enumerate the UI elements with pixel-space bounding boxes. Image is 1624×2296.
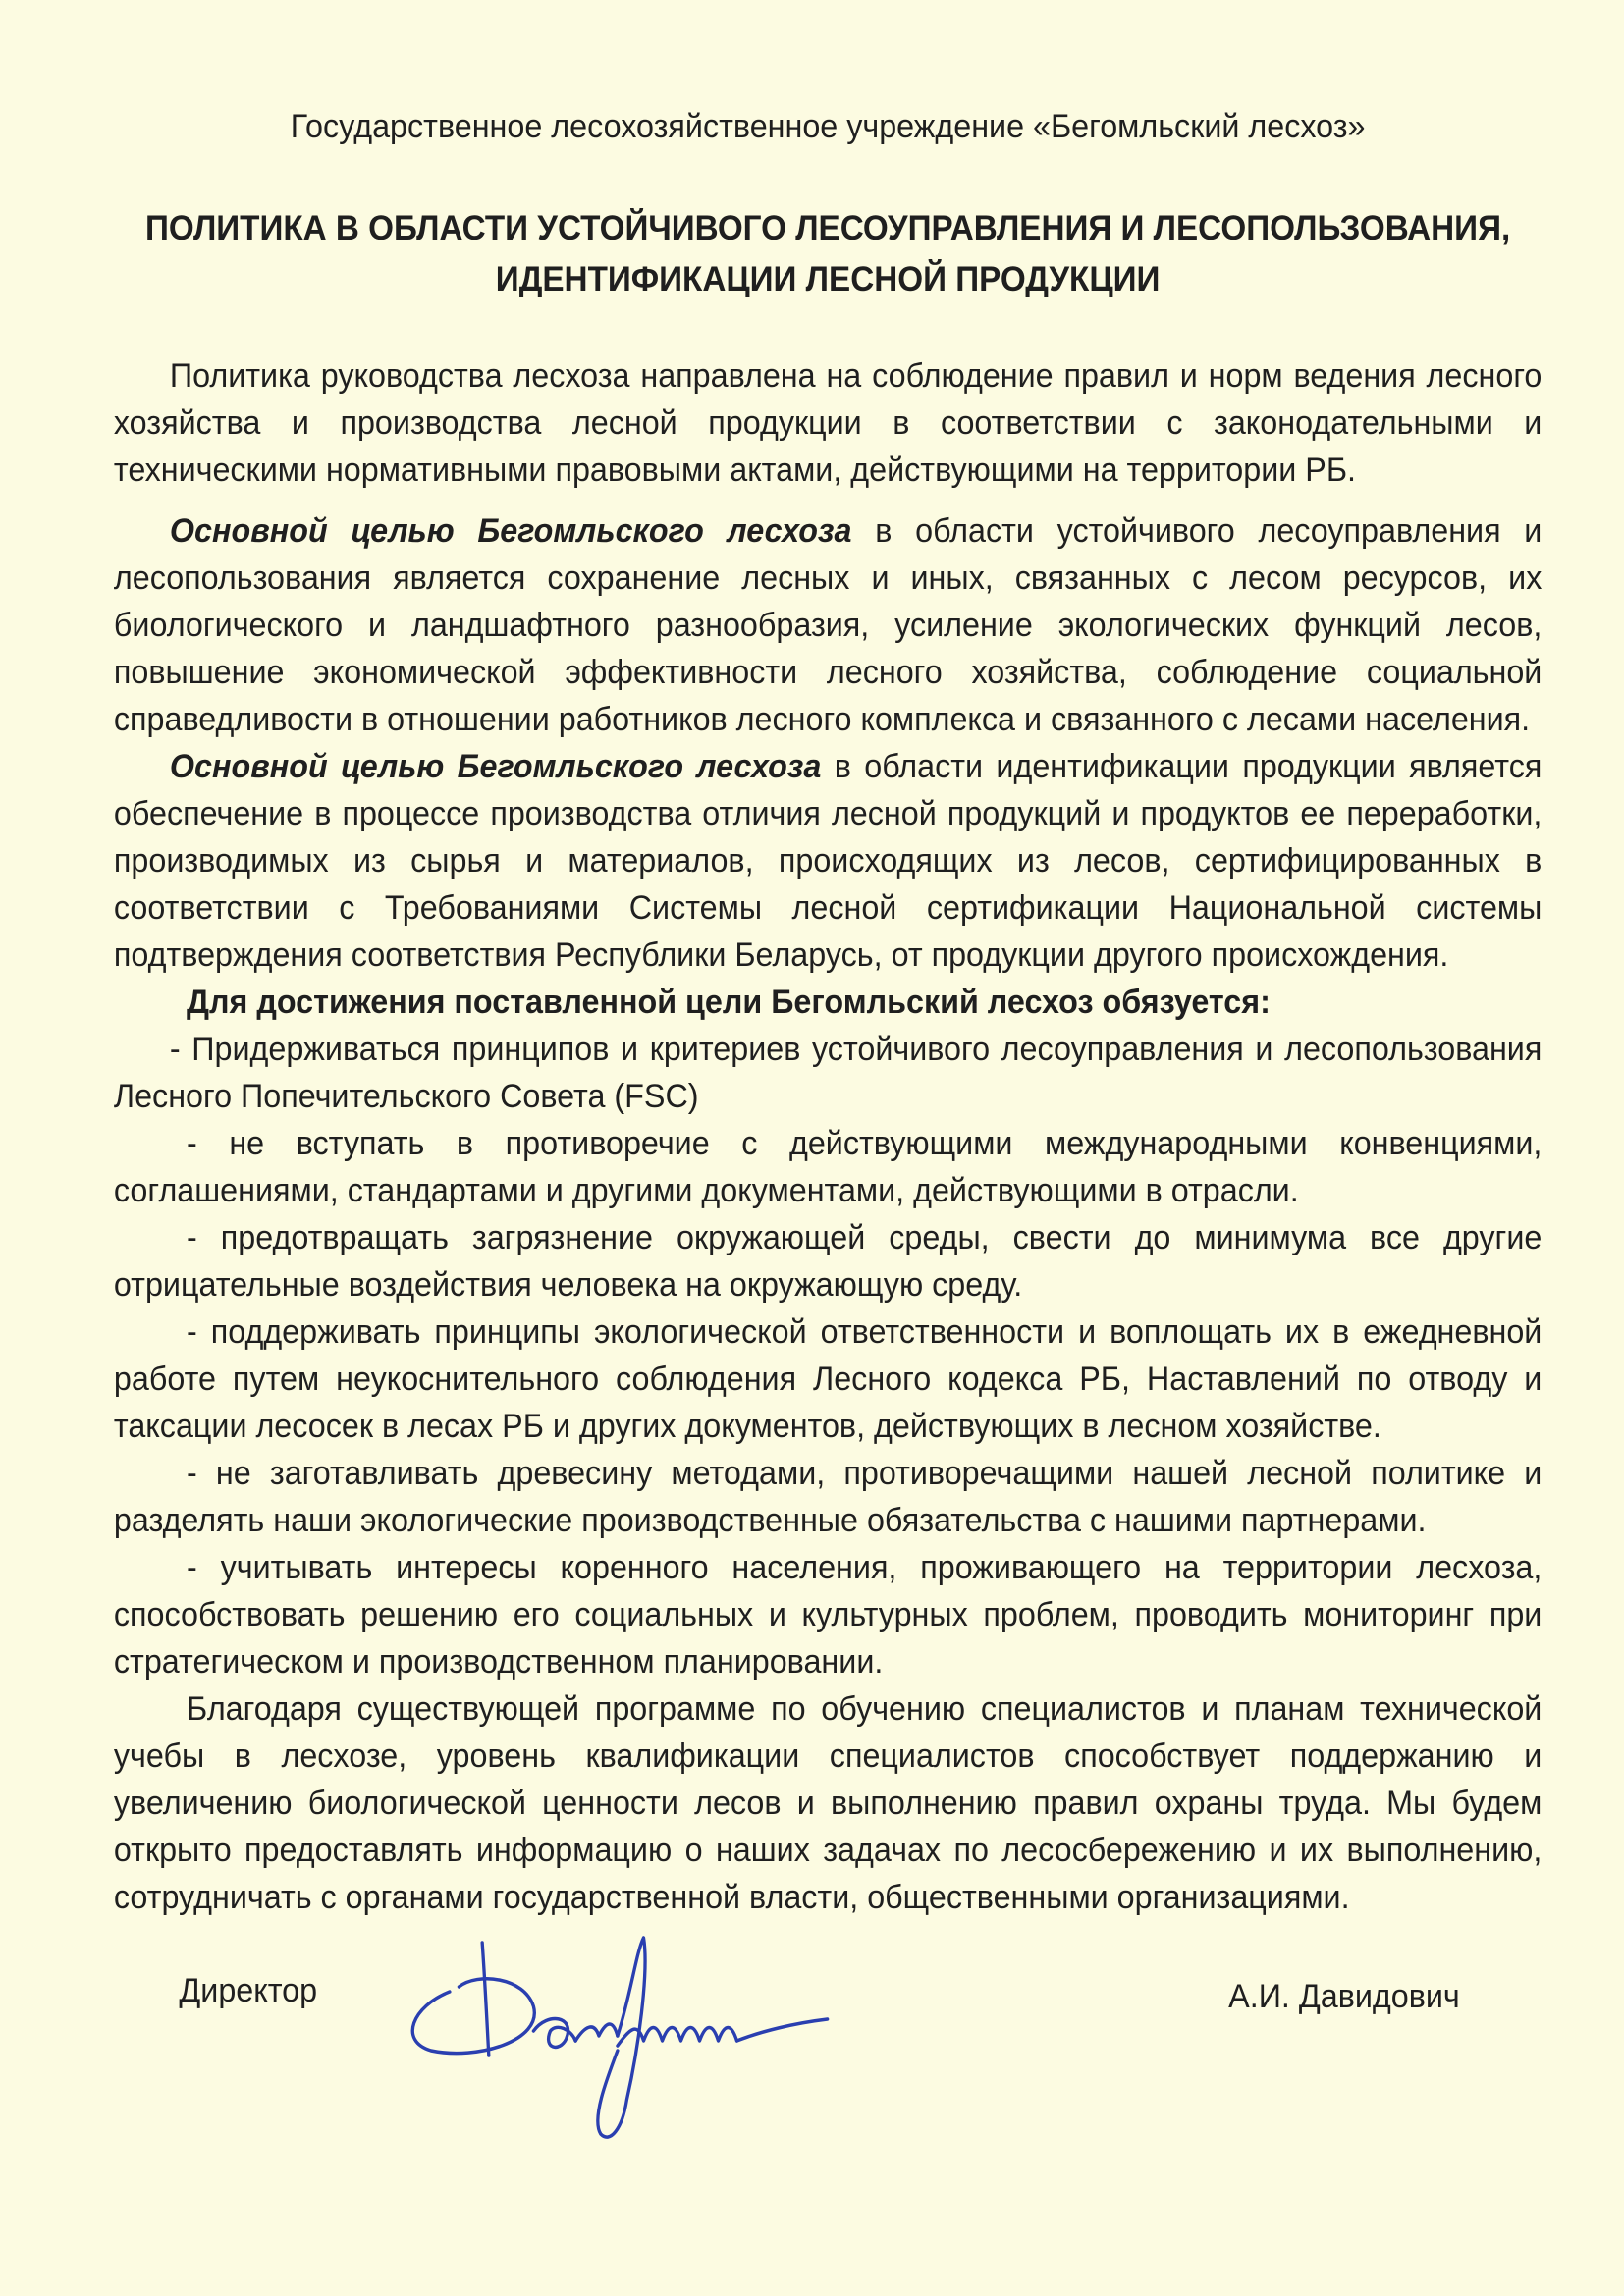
- commitment-heading: Для достижения поставленной цели Бегомльский лесхоз обязуется:: [187, 984, 1271, 1021]
- signature-block: [114, 1972, 1542, 2168]
- document-title: [114, 203, 1542, 305]
- goal-paragraph-identification: [114, 743, 1542, 979]
- goal-lead-1: Основной целью Бегомльского лесхоза: [169, 512, 852, 550]
- commitment-item: - учитывать интересы коренного населения, проживающего на территории лесхоза, способствовать решению его социальных и культурных проблем, проводить мониторинг при стратегическом и производственном планировании.: [113, 1549, 1543, 1681]
- title-line-1: ПОЛИТИКА В ОБЛАСТИ УСТОЙЧИВОГО ЛЕСОУПРАВЛЕНИЯ И ЛЕСОПОЛЬЗОВАНИЯ,: [145, 209, 1511, 247]
- intro-paragraph: Политика руководства лесхоза направлена на соблюдение правил и норм ведения лесного хозяйства и производства лесной продукции в соответствии с законодательными и техническими нормативными правовыми актами, действующими на территории РБ.: [113, 357, 1543, 489]
- goal-text-2: в области идентификации продукции является обеспечение в процессе производства отличия лесной продукций и продуктов ее переработки, производимых из сырья и материалов, происходящих из лесов, сертифицированных в соответствии с Требованиями Системы лесной сертификации Национальной системы подтверждения соответствия Республики Беларусь, от продукции другого происхождения.: [113, 748, 1543, 974]
- commitment-item: - предотвращать загрязнение окружающей среды, свести до минимума все другие отрицательные воздействия человека на окружающую среду.: [113, 1219, 1543, 1304]
- commitment-item: - не вступать в противоречие с действующими международными конвенциями, соглашениями, стандартами и другими документами, действующими в отрасли.: [113, 1125, 1543, 1209]
- organization-name: Государственное лесохозяйственное учреждение «Бегомльский лесхоз»: [290, 108, 1366, 145]
- signatory-name: А.И. Давидович: [1228, 1978, 1460, 2015]
- goal-text-1: в области устойчивого лесоуправления и лесопользования является сохранение лесных и иных, связанных с лесом ресурсов, их биологического и ландшафтного разнообразия, усиление экологических функций лесов, повышение экономической эффективности лесного хозяйства, соблюдение социальной справедливости в отношении работников лесного комплекса и связанного с лесами населения.: [113, 512, 1543, 738]
- title-line-2: ИДЕНТИФИКАЦИИ ЛЕСНОЙ ПРОДУКЦИИ: [495, 260, 1161, 298]
- signature-icon: [394, 1933, 832, 2149]
- goal-lead-2: Основной целью Бегомльского лесхоза: [169, 748, 822, 785]
- goal-paragraph-forest-management: [114, 507, 1542, 743]
- signatory-title: Директор: [179, 1972, 318, 2009]
- commitment-item: - Придерживаться принципов и критериев устойчивого лесоуправления и лесопользования Лесного Попечительского Совета (FSC): [113, 1031, 1543, 1115]
- commitment-item: - поддерживать принципы экологической ответственности и воплощать их в ежедневной работе путем неукоснительного соблюдения Лесного кодекса РБ, Наставлений по отводу и таксации лесосек в лесах РБ и других документов, действующих в лесном хозяйстве.: [113, 1313, 1543, 1445]
- commitment-item: - не заготавливать древесину методами, противоречащими нашей лесной политике и разделять наши экологические производственные обязательства с нашими партнерами.: [113, 1455, 1543, 1539]
- closing-paragraph: Благодаря существующей программе по обучению специалистов и планам технической учебы в лесхозе, уровень квалификации специалистов способствует поддержанию и увеличению биологической ценности лесов и выполнению правил охраны труда. Мы будем открыто предоставлять информацию о наших задачах по лесосбережению и их выполнению, сотрудничать с органами государственной власти, общественными организациями.: [113, 1690, 1543, 1916]
